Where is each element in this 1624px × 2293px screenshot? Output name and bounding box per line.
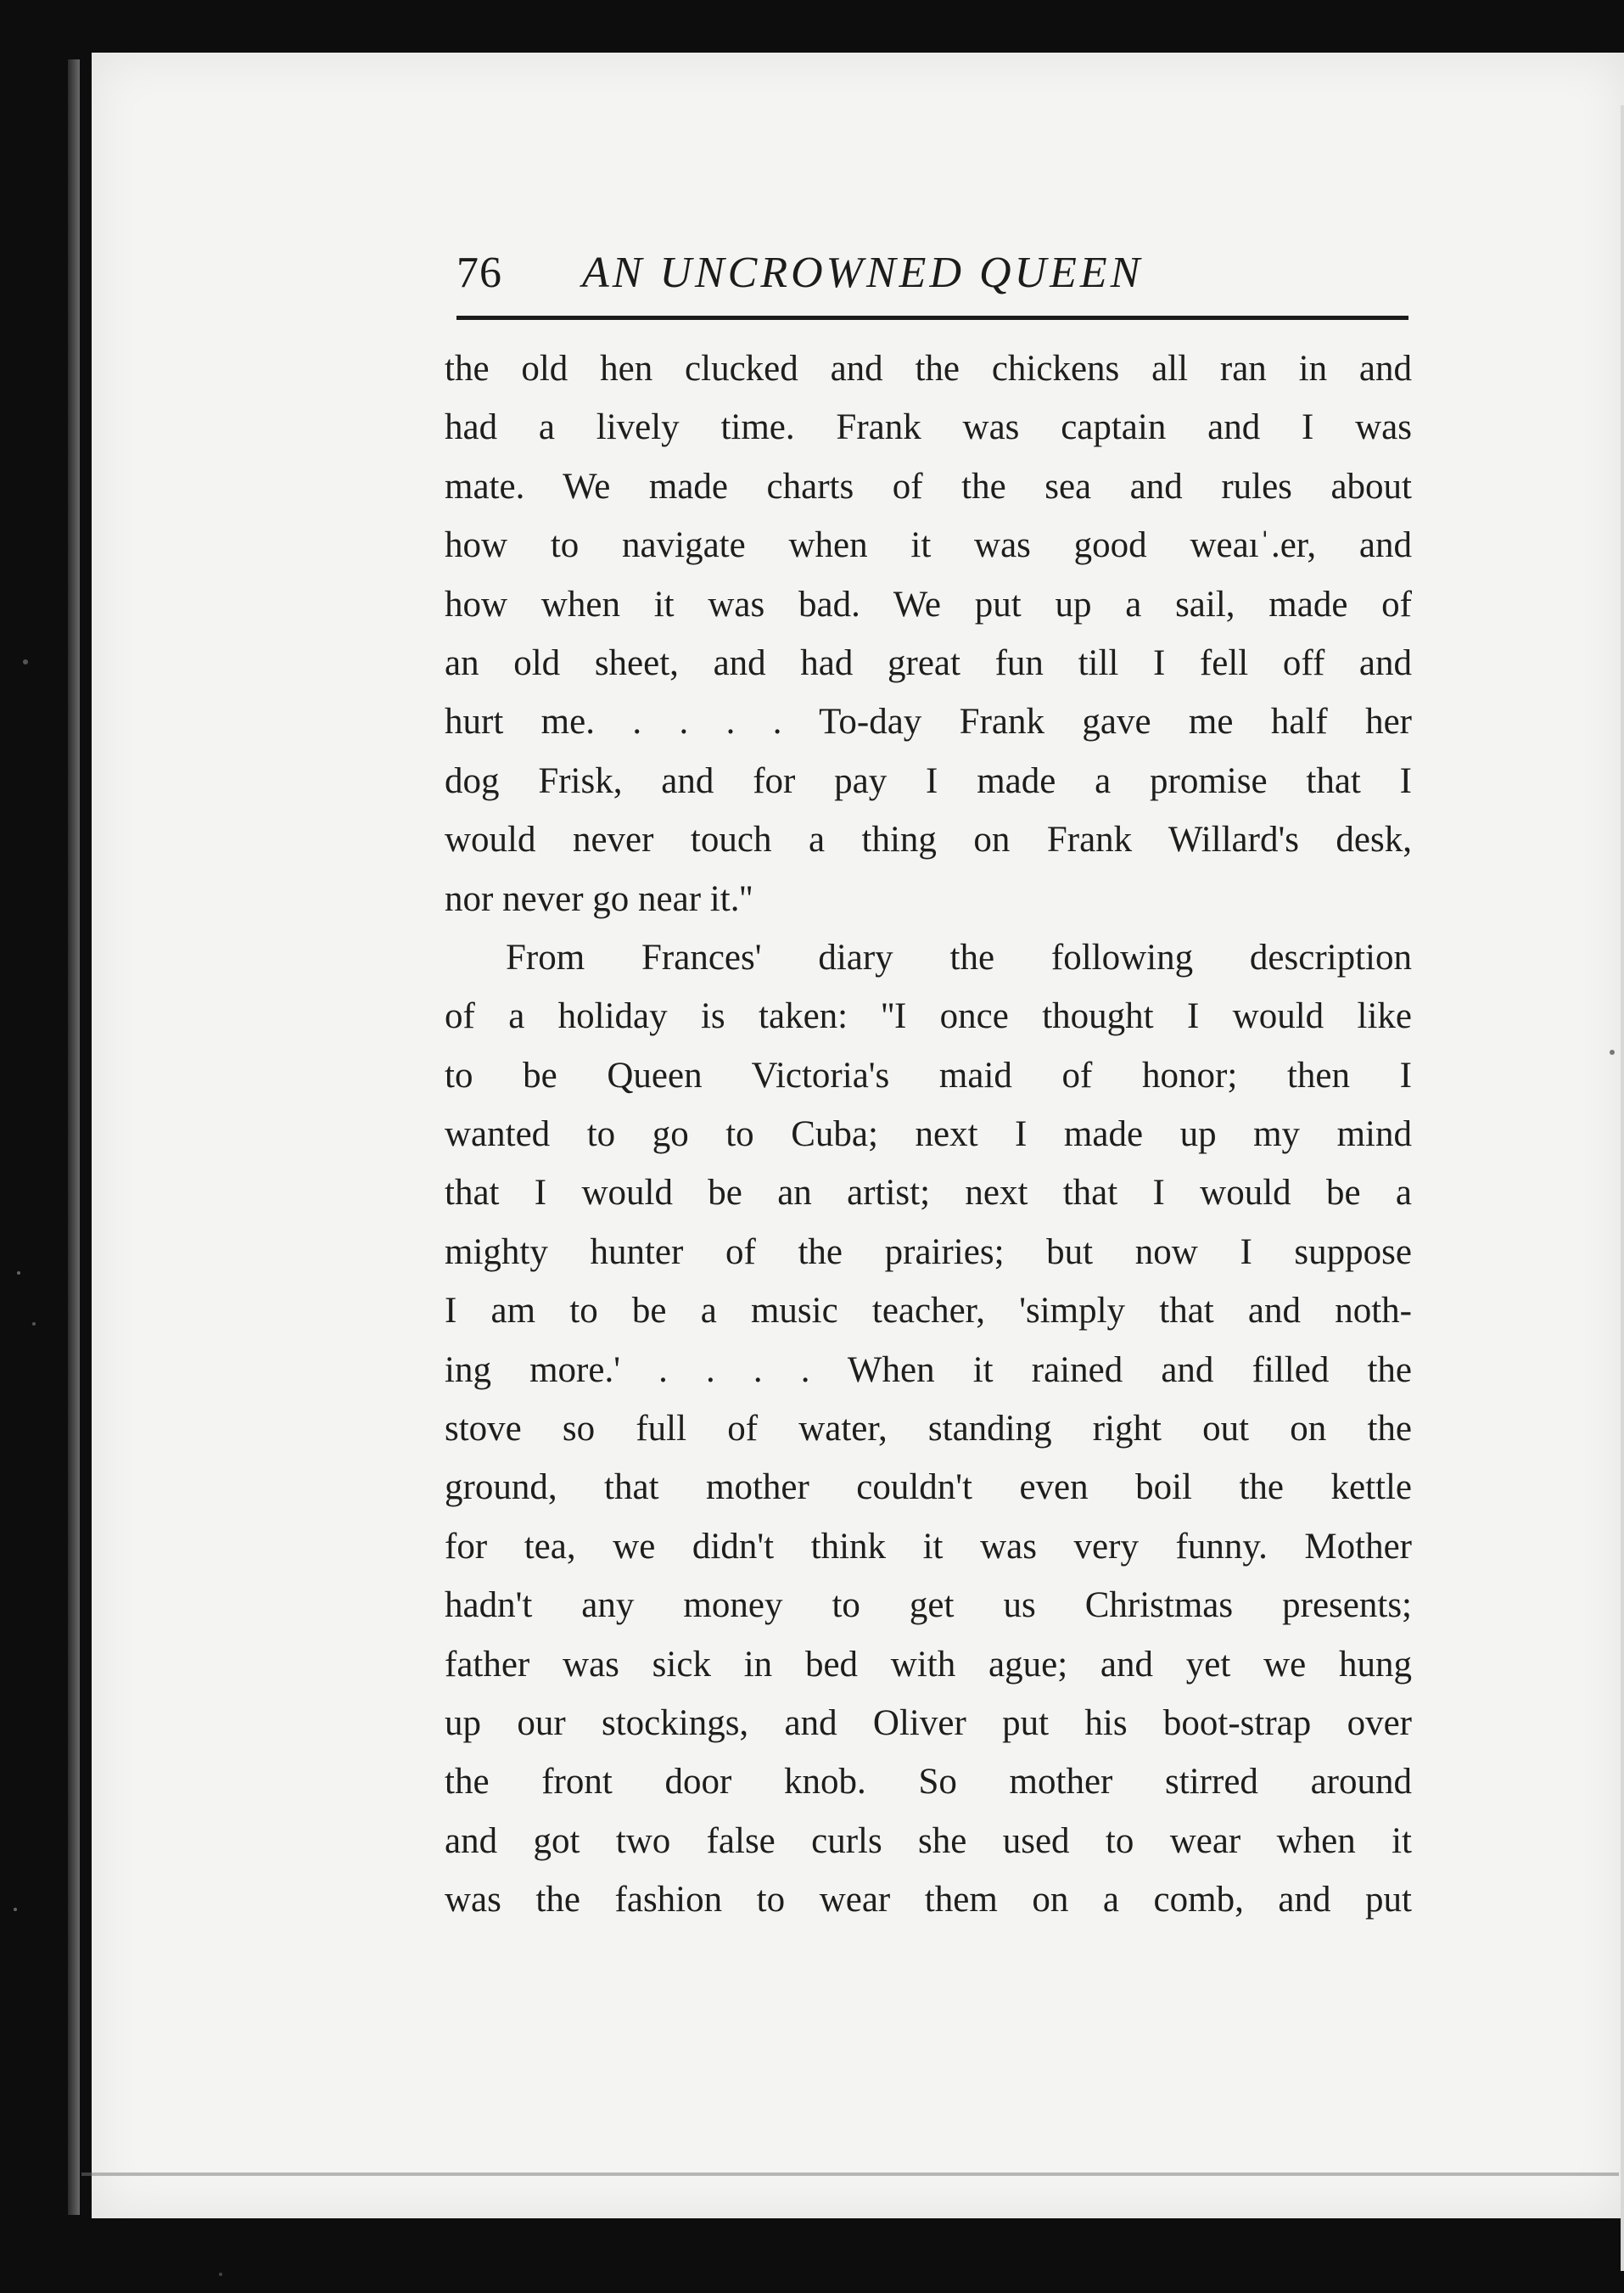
page-body <box>445 339 1412 1930</box>
text-line: father was sick in bed with ague; and yet we hung <box>445 1644 1412 1685</box>
text-line: ing more.' . . . . When it rained and filled the <box>445 1349 1412 1390</box>
text-line: up our stockings, and Oliver put his boot-strap over <box>445 1702 1412 1743</box>
text-line: that I would be an artist; next that I would be a <box>445 1173 1412 1214</box>
text-line: and got two false curls she used to wear when it <box>445 1820 1412 1861</box>
text-line: stove so full of water, standing right out on the <box>445 1409 1412 1449</box>
paragraph-2 <box>445 928 1412 1930</box>
text-line: to be Queen Victoria's maid of honor; then I <box>445 1055 1412 1096</box>
page-number: 76 <box>456 249 502 297</box>
text-line: was the fashion to wear them on a comb, and put <box>445 1880 1412 1920</box>
header-rule <box>456 316 1408 320</box>
text-line: the front door knob. So mother stirred around <box>445 1762 1412 1802</box>
page-edge-right <box>1621 105 1624 2271</box>
text-line: dog Frisk, and for pay I made a promise that I <box>445 760 1412 801</box>
text-line: of a holiday is taken: ''I once thought I would like <box>445 996 1412 1037</box>
text-line: I am to be a music teacher, 'simply that and noth- <box>445 1291 1412 1332</box>
text-line: hadn't any money to get us Christmas presents; <box>445 1585 1412 1626</box>
paragraph-1 <box>445 339 1412 928</box>
text-line: for tea, we didn't think it was very funny. Mother <box>445 1526 1412 1567</box>
text-line: the old hen clucked and the chickens all ran in and <box>445 349 1412 389</box>
text-line: ground, that mother couldn't even boil the kettle <box>445 1467 1412 1508</box>
text-line: mighty hunter of the prairies; but now I suppose <box>445 1231 1412 1272</box>
text-line: nor never go near it.'' <box>445 878 753 919</box>
text-line: how when it was bad. We put up a sail, made of <box>445 584 1412 625</box>
text-line: wanted to go to Cuba; next I made up my mind <box>445 1114 1412 1155</box>
text-line: would never touch a thing on Frank Willard's desk, <box>445 820 1412 861</box>
running-head-title: AN UNCROWNED QUEEN <box>582 249 1144 297</box>
page-edge-shadow <box>68 59 80 2215</box>
text-line: mate. We made charts of the sea and rules about <box>445 466 1412 507</box>
text-line: how to navigate when it was good weaıˈ.er, and <box>445 525 1412 566</box>
text-line: had a lively time. Frank was captain and I was <box>445 407 1412 448</box>
running-head <box>456 243 1408 307</box>
text-line: an old sheet, and had great fun till I fell off and <box>445 642 1412 683</box>
text-line: From Frances' diary the following description <box>506 937 1412 978</box>
text-line: hurt me. . . . . To-day Frank gave me half her <box>445 702 1412 743</box>
